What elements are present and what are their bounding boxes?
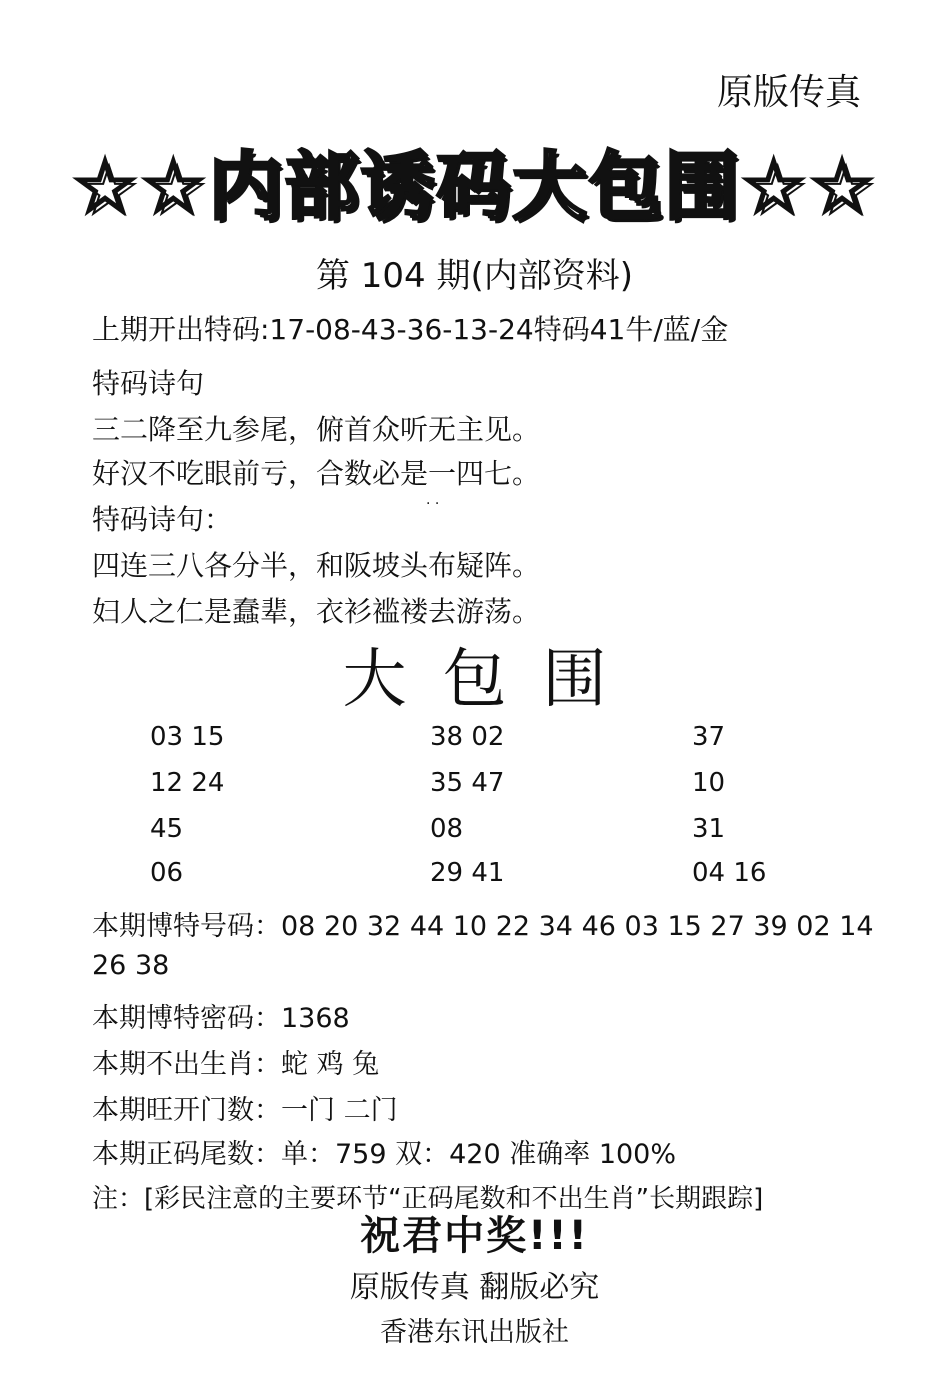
tail-numbers: 本期正码尾数：单：759 双：420 准确率 100% [92, 1139, 677, 1170]
last-special-result: 上期开出特码:17-08-43-36-13-24特码41牛/蓝/金 [92, 313, 729, 346]
grid-cell: 12 24 [150, 768, 225, 798]
poem-1-line-2: 好汉不吃眼前亏，合数必是一四七。 [92, 457, 541, 490]
rights-text: 原版传真 翻版必究 [349, 1270, 600, 1305]
grid-cell: 06 [150, 858, 184, 888]
secret-code: 本期博特密码：1368 [92, 1003, 350, 1034]
grid-cell: 37 [692, 722, 726, 752]
note-text: 注：[彩民注意的主要环节“正码尾数和不出生肖”长期跟踪] [92, 1184, 764, 1214]
speck-dots: · · [426, 496, 440, 512]
poem-2-line-1: 四连三八各分半，和阪坡头布疑阵。 [92, 549, 541, 582]
grid-cell: 10 [692, 768, 726, 798]
poem-heading-1: 特码诗句 [92, 367, 205, 400]
grid-cell: 31 [692, 814, 726, 844]
wish-text: 祝君中奖!!! [360, 1213, 589, 1259]
special-numbers-line-2: 26 38 [92, 950, 170, 981]
main-title: ☆☆内部诱码大包围☆☆ [71, 144, 878, 230]
top-right-label: 原版传真 [716, 72, 861, 113]
grid-cell: 04 16 [692, 858, 767, 888]
grid-cell: 35 47 [430, 768, 505, 798]
grid-cell: 08 [430, 814, 464, 844]
publisher-name: 香港东讯出版社 [380, 1317, 569, 1348]
poem-heading-2: 特码诗句： [92, 503, 233, 536]
special-numbers-line-1: 本期博特号码：08 20 32 44 10 22 34 46 03 15 27 39 02 14 [92, 911, 874, 942]
poem-1-line-1: 三二降至九参尾，俯首众听无主见。 [92, 413, 541, 446]
grid-cell: 45 [150, 814, 184, 844]
grid-cell: 29 41 [430, 858, 505, 888]
grid-cell: 03 15 [150, 722, 225, 752]
grid-heading: 大包围 [342, 643, 643, 717]
grid-cell: 38 02 [430, 722, 505, 752]
no-zodiac: 本期不出生肖：蛇 鸡 兔 [92, 1049, 380, 1080]
issue-number: 第 104 期(内部资料) [315, 256, 634, 296]
door-numbers: 本期旺开门数：一门 二门 [92, 1095, 398, 1126]
poem-2-line-2: 妇人之仁是蠢辈，衣衫褴褛去游荡。 [92, 595, 541, 628]
